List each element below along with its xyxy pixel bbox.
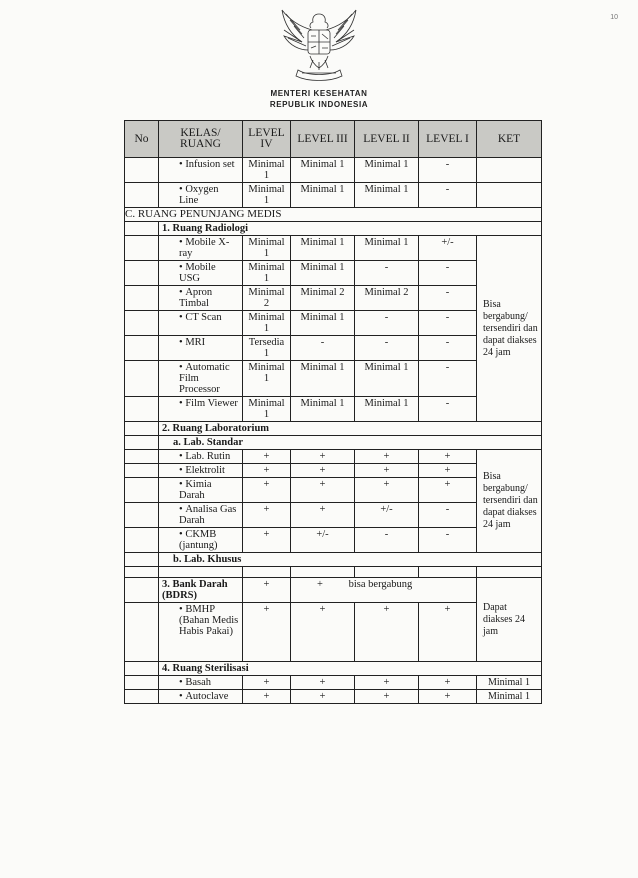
radiologi-ket: Bisa bergabung/ tersendiri dan dapat diakses 24 jam bbox=[477, 236, 542, 422]
item-name: • Basah bbox=[159, 676, 243, 690]
lab-khusus-title: b. Lab. Khusus bbox=[159, 553, 542, 567]
laboratorium-ket: Bisa bergabung/ tersendiri dan dapat diakses 24 jam bbox=[477, 450, 542, 553]
item-name: • Analisa Gas Darah bbox=[159, 503, 243, 528]
cell-level-4: + bbox=[243, 478, 291, 503]
cell-level-1: + bbox=[419, 603, 477, 662]
ministry-title: MENTERI KESEHATAN bbox=[270, 89, 368, 98]
cell-level-2: Minimal 1 bbox=[355, 361, 419, 397]
cell-level-1: + bbox=[419, 450, 477, 464]
cell-level-2: + bbox=[355, 450, 419, 464]
cell-level-2: - bbox=[355, 261, 419, 286]
cell-ket: Minimal 1 bbox=[477, 690, 542, 704]
item-name: • Kimia Darah bbox=[159, 478, 243, 503]
cell-level-1: - bbox=[419, 336, 477, 361]
bank-darah-ket: Dapat diakses 24 jam bbox=[477, 578, 542, 662]
cell-level-4: + bbox=[243, 528, 291, 553]
cell-level-4: + bbox=[243, 603, 291, 662]
cell-level-1: + bbox=[419, 690, 477, 704]
col-ket: KET bbox=[477, 121, 542, 158]
ministry-subtitle: REPUBLIK INDONESIA bbox=[269, 100, 369, 109]
cell-level-4: Minimal 1 bbox=[243, 361, 291, 397]
cell-level-4: Minimal 2 bbox=[243, 286, 291, 311]
cell-level-3: + bbox=[291, 450, 355, 464]
cell-level-3: Minimal 2 bbox=[291, 286, 355, 311]
section-row bbox=[125, 662, 542, 676]
cell-level-2: + bbox=[355, 603, 419, 662]
cell-level-4: + bbox=[243, 690, 291, 704]
table-row bbox=[125, 158, 542, 183]
cell-level-1: - bbox=[419, 397, 477, 422]
cell-level-2: Minimal 1 bbox=[355, 236, 419, 261]
cell-level-3: + bbox=[291, 690, 355, 704]
col-level-4: LEVEL IV bbox=[243, 121, 291, 158]
cell-level-2: Minimal 1 bbox=[355, 183, 419, 208]
cell-level-2: + bbox=[355, 690, 419, 704]
cell-level-3: +/- bbox=[291, 528, 355, 553]
col-no: No bbox=[125, 121, 159, 158]
cell-level-3: - bbox=[291, 336, 355, 361]
cell-level-4: + bbox=[243, 676, 291, 690]
table-row bbox=[125, 690, 542, 704]
cell-level-1: - bbox=[419, 183, 477, 208]
cell-level-1: + bbox=[419, 676, 477, 690]
cell-level-1: - bbox=[419, 158, 477, 183]
item-name: • Lab. Rutin bbox=[159, 450, 243, 464]
table-header bbox=[125, 121, 542, 158]
table-row bbox=[125, 676, 542, 690]
item-name: • Infusion set bbox=[159, 158, 243, 183]
merged-note: bisa bergabung bbox=[348, 579, 413, 590]
cell-level-1: - bbox=[419, 311, 477, 336]
section-row bbox=[125, 553, 542, 567]
garuda-emblem-icon bbox=[272, 6, 366, 86]
cell-level-1: - bbox=[419, 261, 477, 286]
bank-darah-title: 3. Bank Darah (BDRS) bbox=[159, 578, 243, 603]
cell-level-3: Minimal 1 bbox=[291, 158, 355, 183]
item-name: • Automatic Film Processor bbox=[159, 361, 243, 397]
bank-darah-merged bbox=[291, 578, 477, 603]
item-name: • Mobile USG bbox=[159, 261, 243, 286]
cell-level-3: Minimal 1 bbox=[291, 261, 355, 286]
cell-level-2: +/- bbox=[355, 503, 419, 528]
cell-level-4: Minimal 1 bbox=[243, 183, 291, 208]
col-kelas: KELAS/ RUANG bbox=[159, 121, 243, 158]
col-level-3: LEVEL III bbox=[291, 121, 355, 158]
cell-level-4: + bbox=[243, 503, 291, 528]
section-row bbox=[125, 222, 542, 236]
cell-level-3: + bbox=[291, 676, 355, 690]
cell-level-2: Minimal 1 bbox=[355, 397, 419, 422]
sterilisasi-title: 4. Ruang Sterilisasi bbox=[159, 662, 542, 676]
cell-level-4: Minimal 1 bbox=[243, 261, 291, 286]
cell-level-4: Minimal 1 bbox=[243, 311, 291, 336]
cell-level-3: + bbox=[291, 464, 355, 478]
cell-ket: Minimal 1 bbox=[477, 676, 542, 690]
cell-level-2: - bbox=[355, 311, 419, 336]
table-row bbox=[125, 183, 542, 208]
cell-level-4: + bbox=[243, 464, 291, 478]
laboratorium-title: 2. Ruang Laboratorium bbox=[159, 422, 542, 436]
cell-level-1: - bbox=[419, 286, 477, 311]
table-row bbox=[125, 450, 542, 464]
cell-level-4: Minimal 1 bbox=[243, 158, 291, 183]
radiologi-title: 1. Ruang Radiologi bbox=[159, 222, 542, 236]
cell-level-2: + bbox=[355, 464, 419, 478]
cell-level-2: - bbox=[355, 528, 419, 553]
item-name: • CT Scan bbox=[159, 311, 243, 336]
cell-level-3: Minimal 1 bbox=[291, 236, 355, 261]
section-c-title: C. RUANG PENUNJANG MEDIS bbox=[125, 208, 542, 222]
table-row bbox=[125, 578, 542, 603]
table-row bbox=[125, 236, 542, 261]
cell-level-1: + bbox=[419, 464, 477, 478]
col-level-2: LEVEL II bbox=[355, 121, 419, 158]
cell-level-1: + bbox=[419, 478, 477, 503]
cell-level-3: + bbox=[291, 603, 355, 662]
cell-level-2: - bbox=[355, 336, 419, 361]
cell-level-2: Minimal 2 bbox=[355, 286, 419, 311]
cell-level-3: + bbox=[317, 579, 323, 590]
cell-level-1: - bbox=[419, 503, 477, 528]
item-name: • Mobile X-ray bbox=[159, 236, 243, 261]
cell-level-3: Minimal 1 bbox=[291, 183, 355, 208]
cell-level-1: +/- bbox=[419, 236, 477, 261]
cell-level-4: Minimal 1 bbox=[243, 397, 291, 422]
item-name: • Apron Timbal bbox=[159, 286, 243, 311]
item-name: • Autoclave bbox=[159, 690, 243, 704]
equipment-table bbox=[124, 120, 542, 704]
cell-level-1: - bbox=[419, 361, 477, 397]
lab-standar-title: a. Lab. Standar bbox=[159, 436, 542, 450]
item-name: • CKMB (jantung) bbox=[159, 528, 243, 553]
spacer-row bbox=[125, 567, 542, 578]
cell-level-4: + bbox=[243, 578, 291, 603]
cell-level-2: Minimal 1 bbox=[355, 158, 419, 183]
section-row bbox=[125, 422, 542, 436]
item-name: • Oxygen Line bbox=[159, 183, 243, 208]
cell-level-3: + bbox=[291, 503, 355, 528]
page-number: 10 bbox=[610, 14, 618, 21]
section-row bbox=[125, 436, 542, 450]
cell-level-4: + bbox=[243, 450, 291, 464]
cell-level-2: + bbox=[355, 478, 419, 503]
cell-level-4: Minimal 1 bbox=[243, 236, 291, 261]
item-name: • MRI bbox=[159, 336, 243, 361]
cell-level-3: Minimal 1 bbox=[291, 311, 355, 336]
section-row bbox=[125, 208, 542, 222]
cell-level-3: Minimal 1 bbox=[291, 397, 355, 422]
item-name: • BMHP (Bahan Medis Habis Pakai) bbox=[159, 603, 243, 662]
cell-level-2: + bbox=[355, 676, 419, 690]
cell-level-3: Minimal 1 bbox=[291, 361, 355, 397]
item-name: • Film Viewer bbox=[159, 397, 243, 422]
cell-level-3: + bbox=[291, 478, 355, 503]
cell-level-4: Tersedia 1 bbox=[243, 336, 291, 361]
cell-level-1: - bbox=[419, 528, 477, 553]
col-level-1: LEVEL I bbox=[419, 121, 477, 158]
item-name: • Elektrolit bbox=[159, 464, 243, 478]
